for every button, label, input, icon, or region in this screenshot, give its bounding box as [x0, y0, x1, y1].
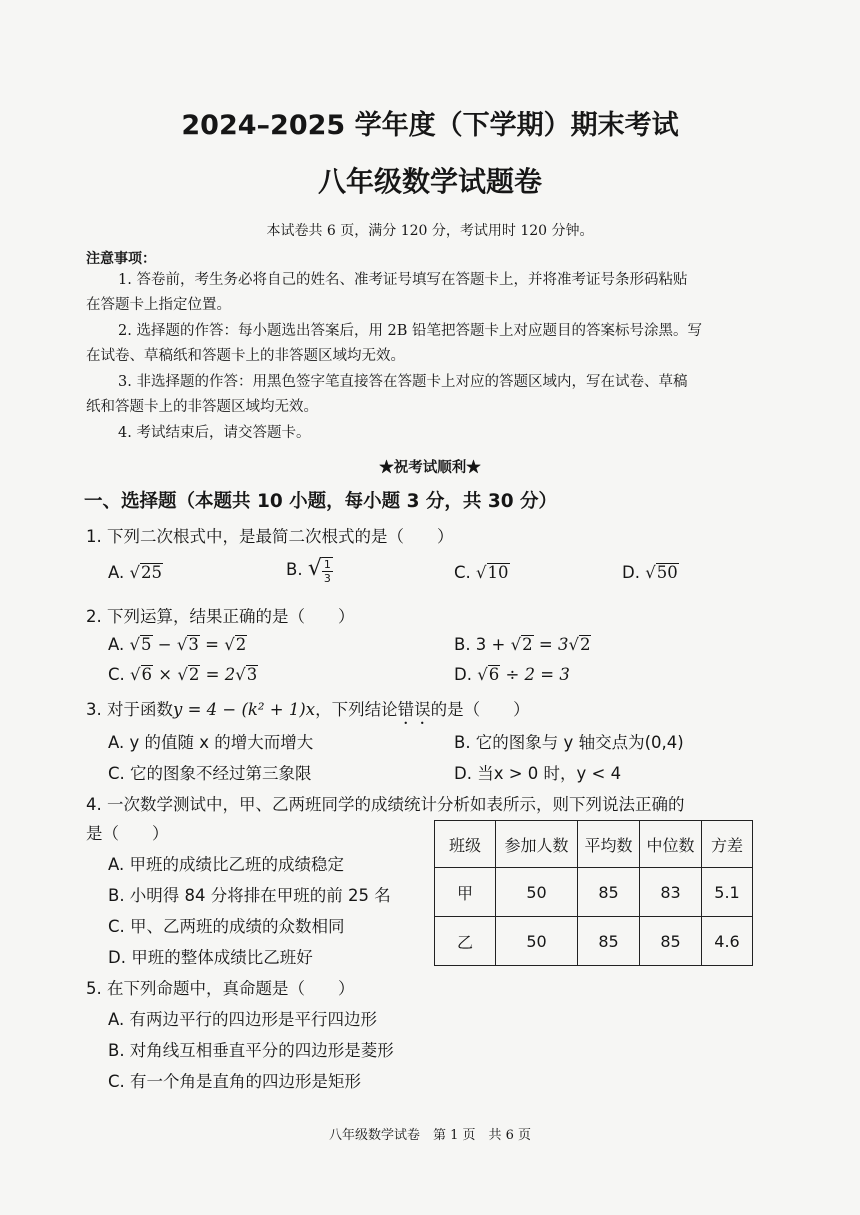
- section-title: 一、选择题（本题共 10 小题，每小题 3 分，共 30 分）: [84, 491, 558, 512]
- equals: = 3: [533, 635, 569, 654]
- radicand: 6: [488, 665, 500, 684]
- fraction-denominator: 3: [323, 571, 331, 585]
- table-cell: 85: [640, 917, 702, 966]
- option-label: B. 3 +: [454, 635, 511, 654]
- table-cell: 5.1: [702, 868, 753, 917]
- note-2-line-2: 在试卷、草稿纸和答题卡上的非答题区域均无效。: [86, 348, 405, 364]
- radicand: 2: [235, 635, 247, 654]
- note-1-line-2: 在答题卡上指定位置。: [86, 297, 231, 313]
- question-2-option-c: C. √6 × √2 = 2√3: [108, 665, 258, 684]
- table-header: 班级: [435, 821, 496, 868]
- exam-subtitle: 八年级数学试题卷: [317, 165, 542, 198]
- radicand: 5: [141, 635, 152, 654]
- question-2-option-b: B. 3 + √2 = 3√2: [454, 635, 591, 654]
- exam-intro: 本试卷共 6 页，满分 120 分，考试用时 120 分钟。: [266, 223, 594, 239]
- question-1-option-a: A. √25: [108, 563, 163, 582]
- option-label: B.: [286, 560, 303, 579]
- table-cell: 4.6: [702, 917, 753, 966]
- note-3-line-1: 3. 非选择题的作答：用黑色签字笔直接答在答题卡上对应的答题区域内，写在试卷、草稿: [118, 374, 688, 390]
- option-label: A.: [108, 563, 125, 582]
- question-5-stem: 5. 在下列命题中，真命题是（ ）: [86, 979, 355, 998]
- option-label: C.: [108, 665, 125, 684]
- table-header: 方差: [702, 821, 753, 868]
- radicand: 6: [141, 665, 153, 684]
- equals: =: [199, 635, 225, 654]
- radicand: 2: [579, 635, 591, 654]
- score-statistics-table: [434, 820, 753, 966]
- table-header: 参加人数: [496, 821, 578, 868]
- table-row: [435, 868, 753, 917]
- question-1-stem: 1. 下列二次根式中，是最简二次根式的是（ ）: [86, 527, 454, 546]
- good-luck-banner: ★祝考试顺利★: [379, 459, 481, 476]
- radicand: 2: [522, 635, 533, 654]
- expression-rest: ÷ 2 = 3: [500, 665, 570, 684]
- question-3-option-d: D. 当x > 0 时，y < 4: [454, 764, 622, 783]
- question-4-stem: 4. 一次数学测试中，甲、乙两班同学的成绩统计分析如表所示，则下列说法正确的: [86, 795, 685, 814]
- note-1-line-1: 1. 答卷前，考生务必将自己的姓名、准考证号填写在答题卡上，并将准考证号条形码粘贴: [118, 272, 688, 288]
- question-1-option-d: D. √50: [622, 563, 678, 582]
- note-3-line-2: 纸和答题卡上的非答题区域均无效。: [86, 399, 318, 415]
- fraction-numerator: 1: [323, 557, 331, 571]
- question-5-option-b: B. 对角线互相垂直平分的四边形是菱形: [108, 1041, 394, 1060]
- radicand: 50: [656, 563, 678, 582]
- option-label: D.: [622, 563, 640, 582]
- table-cell: 85: [578, 917, 640, 966]
- table-header: 平均数: [578, 821, 640, 868]
- question-4-option-d: D. 甲班的整体成绩比乙班好: [108, 948, 313, 967]
- exam-title: 2024–2025 学年度（下学期）期末考试: [181, 110, 679, 141]
- question-5-option-a: A. 有两边平行的四边形是平行四边形: [108, 1010, 377, 1029]
- table-cell: 甲: [435, 868, 496, 917]
- table-cell: 85: [578, 868, 640, 917]
- question-3-option-b: B. 它的图象与 y 轴交点为(0,4): [454, 733, 684, 752]
- question-5-option-c: C. 有一个角是直角的四边形是矩形: [108, 1072, 362, 1091]
- question-3-stem: [86, 696, 530, 728]
- radicand: 25: [141, 563, 163, 582]
- table-row: [435, 917, 753, 966]
- option-label: A.: [108, 635, 125, 654]
- notes-title: 注意事项：: [86, 251, 156, 267]
- emphasized-word: 错误: [397, 700, 431, 719]
- question-1-option-b: B. √ $\frac{1}{3}$: [286, 556, 331, 585]
- stem-text: ，下列结论: [315, 700, 398, 719]
- question-2-option-a: A. √5 − √3 = √2: [108, 635, 247, 654]
- question-3-option-c: C. 它的图象不经过第三象限: [108, 764, 312, 783]
- table-cell: 乙: [435, 917, 496, 966]
- radicand: 3: [188, 635, 199, 654]
- page-footer: 八年级数学试卷 第 1 页 共 6 页: [328, 1128, 532, 1143]
- question-4-stem-cont: 是（ ）: [86, 824, 169, 843]
- table-cell: 50: [496, 917, 578, 966]
- operator: ×: [153, 665, 178, 684]
- equals: = 2: [200, 665, 236, 684]
- operator: −: [152, 635, 177, 654]
- question-1-option-c: C. √10: [454, 563, 509, 582]
- note-2-line-1: 2. 选择题的作答：每小题选出答案后，用 2B 铅笔把答题卡上对应题目的答案标号涂黑。写: [118, 323, 703, 339]
- radicand: 3: [246, 665, 258, 684]
- question-4-option-c: C. 甲、乙两班的成绩的众数相同: [108, 917, 345, 936]
- stem-text: 的是（ ）: [430, 700, 530, 719]
- option-label: C.: [454, 563, 471, 582]
- option-label: D.: [454, 665, 472, 684]
- question-3-option-a: A. y 的值随 x 的增大而增大: [108, 733, 314, 752]
- question-4-option-b: B. 小明得 84 分将排在甲班的前 25 名: [108, 886, 391, 905]
- question-4-option-a: A. 甲班的成绩比乙班的成绩稳定: [108, 855, 344, 874]
- note-4: 4. 考试结束后，请交答题卡。: [118, 425, 311, 441]
- radicand: 10: [487, 563, 509, 582]
- question-2-stem: 2. 下列运算，结果正确的是（ ）: [86, 607, 355, 626]
- table-header-row: [435, 821, 753, 868]
- function-expression: y = 4 − (k² + 1)x: [173, 700, 316, 719]
- table-cell: 83: [640, 868, 702, 917]
- question-2-option-d: D. √6 ÷ 2 = 3: [454, 665, 570, 684]
- radicand: 2: [188, 665, 200, 684]
- table-cell: 50: [496, 868, 578, 917]
- stem-text: 3. 对于函数: [86, 700, 173, 719]
- table-header: 中位数: [640, 821, 702, 868]
